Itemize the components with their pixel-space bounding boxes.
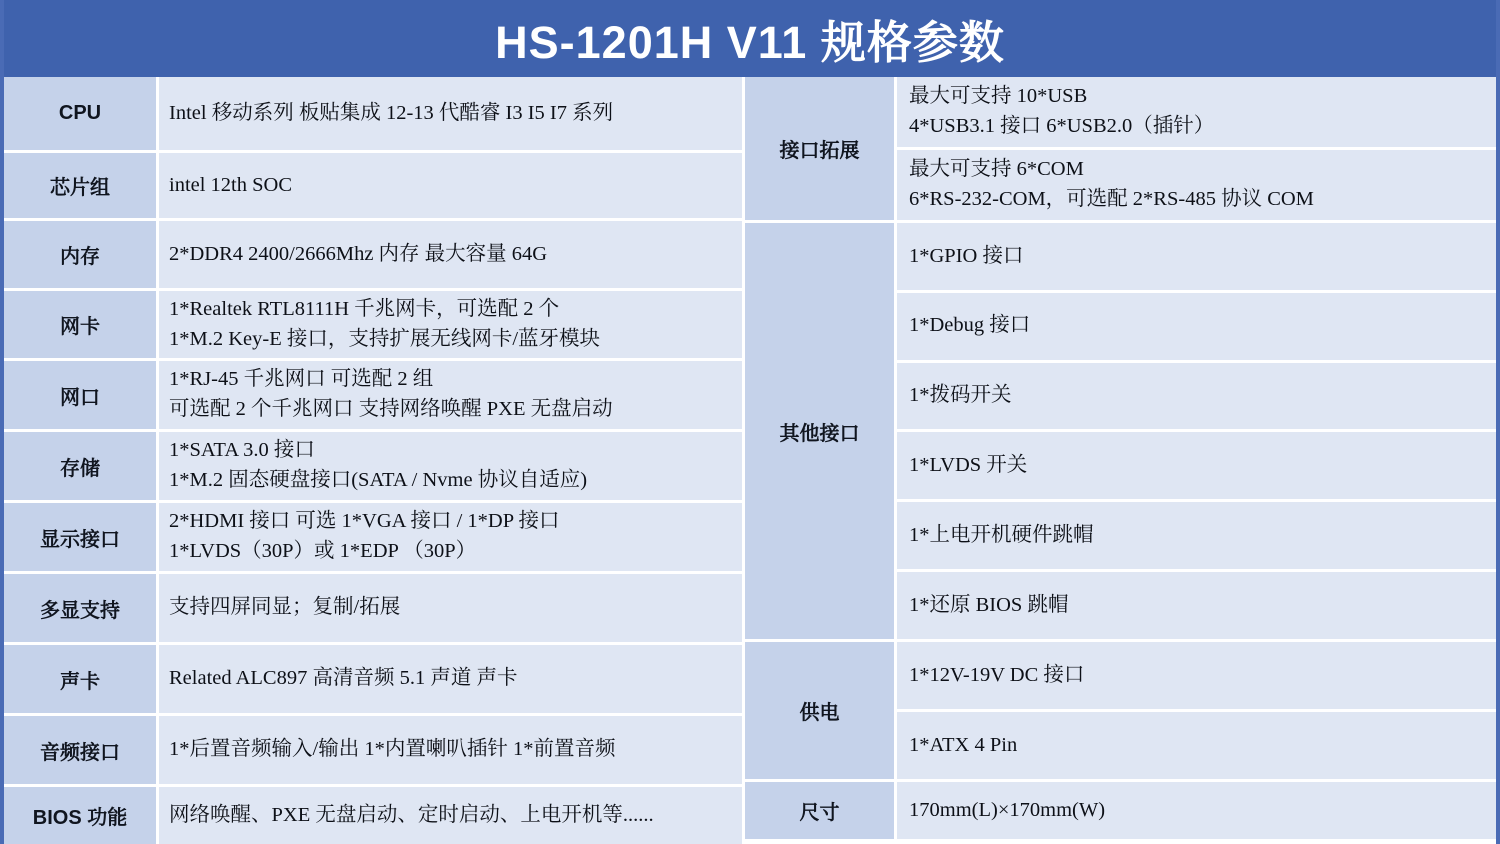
row-value-audio-interface: 1*后置音频输入/输出 1*内置喇叭插针 1*前置音频 [159, 716, 742, 784]
table-row: 1*ATX 4 Pin [897, 712, 1496, 779]
group-label-power-supply: 供电 [745, 642, 897, 779]
group-label-dimensions: 尺寸 [745, 782, 897, 839]
table-row: 170mm(L)×170mm(W) [897, 782, 1496, 839]
group-values-dimensions [897, 782, 1496, 839]
row-label-nic: 网卡 [4, 291, 159, 358]
table-row [4, 787, 742, 844]
row-value-chipset: intel 12th SOC [159, 153, 742, 218]
group-values-other-interfaces [897, 223, 1496, 639]
spec-table [4, 77, 1496, 844]
table-row [4, 645, 742, 716]
group-label-other-interfaces: 其他接口 [745, 223, 897, 639]
row-label-audio-card: 声卡 [4, 645, 159, 713]
table-row: 1*GPIO 接口 [897, 223, 1496, 293]
left-column [4, 77, 745, 844]
right-column [745, 77, 1496, 844]
group-power-supply [745, 642, 1496, 782]
row-value-display-interface: 2*HDMI 接口 可选 1*VGA 接口 / 1*DP 接口 1*LVDS（30P）或 1*EDP （30P） [159, 503, 742, 571]
row-value-multi-display: 支持四屏同显；复制/拓展 [159, 574, 742, 642]
group-label-interface-expansion: 接口拓展 [745, 77, 897, 220]
group-dimensions [745, 782, 1496, 839]
table-row: 1*Debug 接口 [897, 293, 1496, 363]
table-row: 1*LVDS 开关 [897, 432, 1496, 502]
row-label-display-interface: 显示接口 [4, 503, 159, 571]
group-other-interfaces [745, 223, 1496, 642]
row-value-cpu: Intel 移动系列 板贴集成 12-13 代酷睿 I3 I5 I7 系列 [159, 77, 742, 150]
table-row [4, 503, 742, 574]
row-label-multi-display: 多显支持 [4, 574, 159, 642]
row-label-chipset: 芯片组 [4, 153, 159, 218]
row-label-cpu: CPU [4, 77, 159, 150]
row-label-lan-port: 网口 [4, 361, 159, 429]
table-row: 1*上电开机硬件跳帽 [897, 502, 1496, 572]
table-row [4, 77, 742, 153]
table-row: 最大可支持 10*USB 4*USB3.1 接口 6*USB2.0（插针） [897, 77, 1496, 150]
page-title: HS-1201H V11 规格参数 [4, 0, 1496, 77]
table-row: 1*12V-19V DC 接口 [897, 642, 1496, 712]
row-label-audio-interface: 音频接口 [4, 716, 159, 784]
row-value-audio-card: Related ALC897 高清音频 5.1 声道 声卡 [159, 645, 742, 713]
group-values-power-supply [897, 642, 1496, 779]
row-label-memory: 内存 [4, 221, 159, 288]
row-value-nic: 1*Realtek RTL8111H 千兆网卡，可选配 2 个 1*M.2 Key-E 接口，支持扩展无线网卡/蓝牙模块 [159, 291, 742, 358]
row-value-lan-port: 1*RJ-45 千兆网口 可选配 2 组 可选配 2 个千兆网口 支持网络唤醒 PXE 无盘启动 [159, 361, 742, 429]
group-interface-expansion [745, 77, 1496, 223]
row-label-storage: 存储 [4, 432, 159, 500]
table-row [4, 221, 742, 291]
table-row [4, 361, 742, 432]
row-value-storage: 1*SATA 3.0 接口 1*M.2 固态硬盘接口(SATA / Nvme 协议自适应) [159, 432, 742, 500]
row-label-bios: BIOS 功能 [4, 787, 159, 844]
row-value-bios: 网络唤醒、PXE 无盘启动、定时启动、上电开机等...... [159, 787, 742, 844]
table-row: 最大可支持 6*COM 6*RS-232-COM，可选配 2*RS-485 协议 COM [897, 150, 1496, 220]
row-value-memory: 2*DDR4 2400/2666Mhz 内存 最大容量 64G [159, 221, 742, 288]
table-row [4, 153, 742, 221]
table-row [4, 432, 742, 503]
table-row [4, 716, 742, 787]
table-row [4, 574, 742, 645]
group-values-interface-expansion [897, 77, 1496, 220]
table-row: 1*还原 BIOS 跳帽 [897, 572, 1496, 639]
table-row: 1*拨码开关 [897, 363, 1496, 433]
table-row [4, 291, 742, 361]
